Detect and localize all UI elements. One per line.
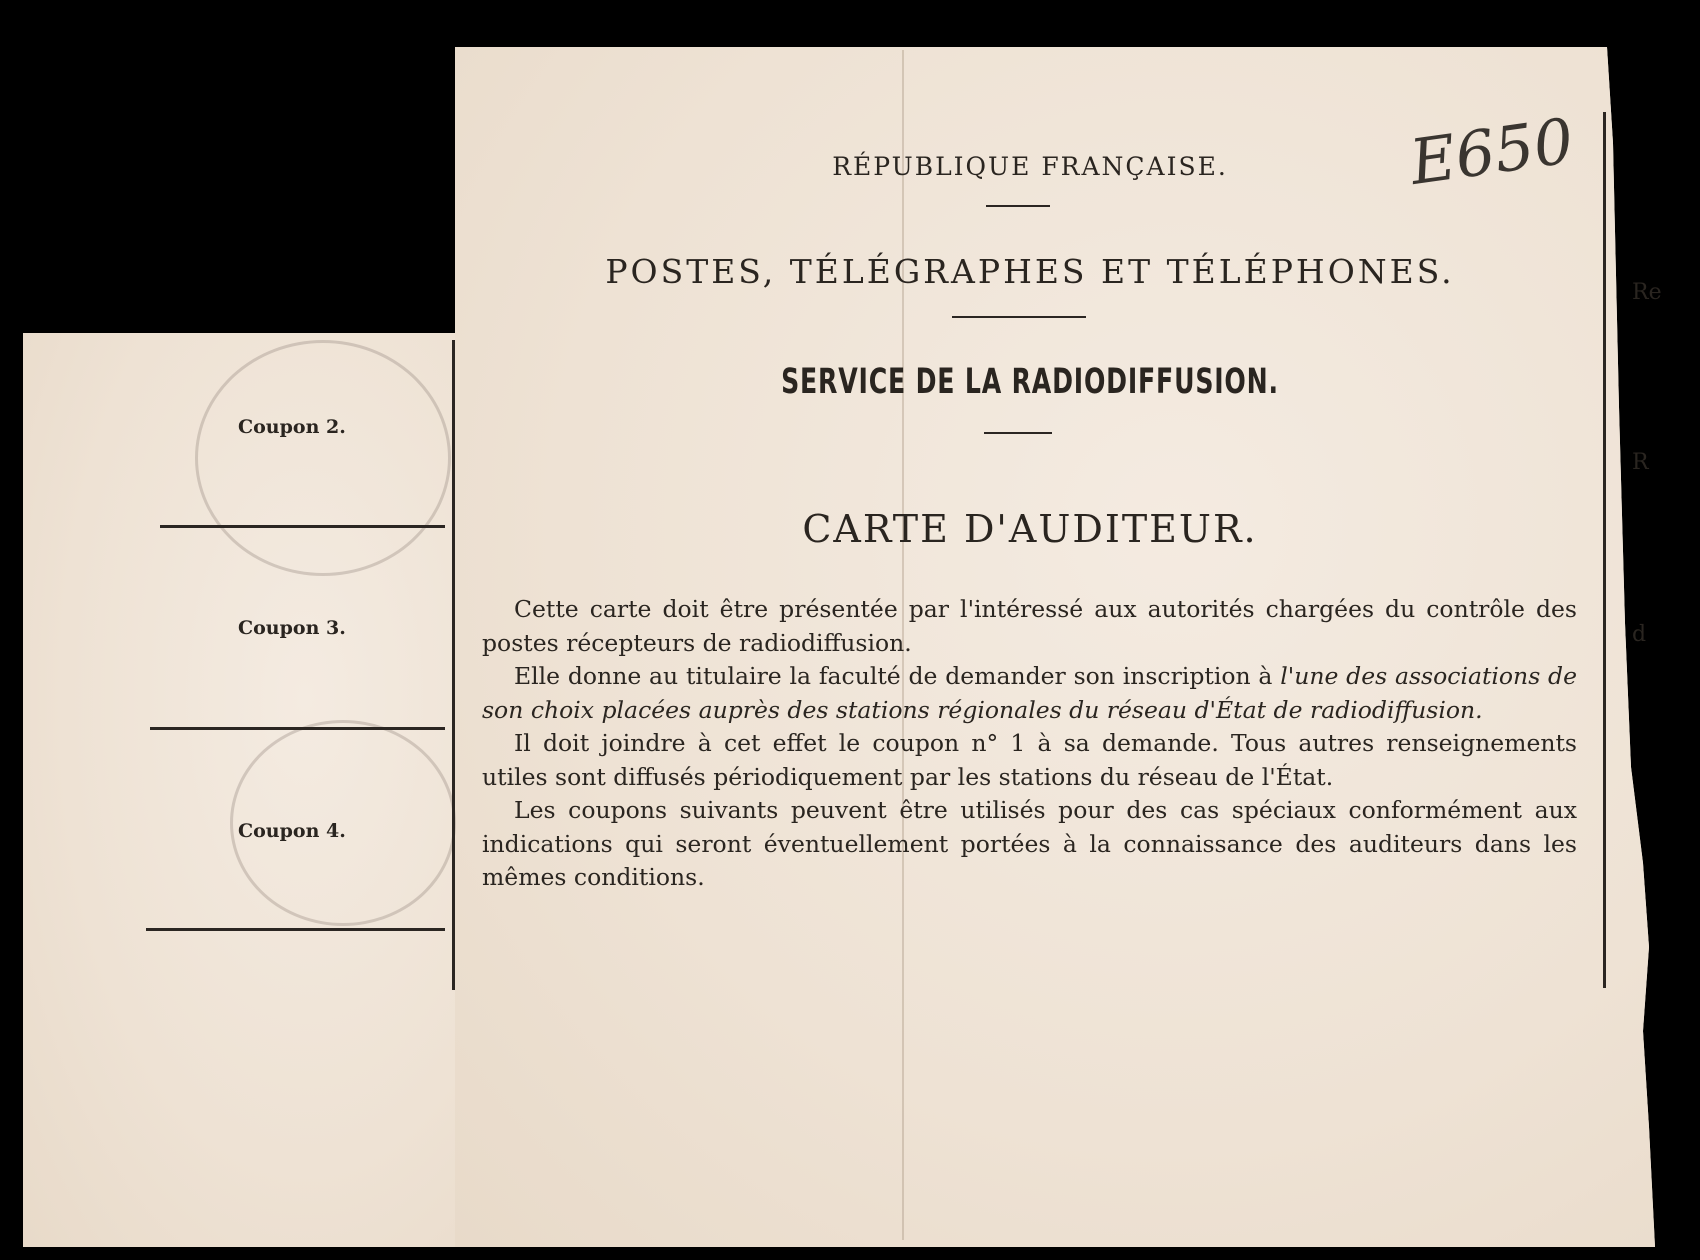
paragraph-2-italic: l'une des associations de son choix placées auprès des stations régionales du réseau d'État de radiodiffusion. [482,662,1577,724]
margin-fragment: Re [1632,280,1662,305]
handwritten-note: E650 [1405,103,1578,200]
coupon-2-label: Coupon 2. [238,416,346,438]
postes-heading: POSTES, TÉLÉGRAPHES ET TÉLÉPHONES. [605,252,1455,291]
service-heading: SERVICE DE LA RADIODIFFUSION. [781,362,1279,402]
frame-left-border [452,340,455,990]
divider-rule [952,316,1086,318]
postmark-stamp [195,340,451,576]
frame-right-border [1603,112,1606,988]
paragraph-1: Cette carte doit être présentée par l'intéressé aux autorités chargées du contrôle des postes récepteurs de radiodiffusion. [482,595,1577,657]
margin-fragment: d [1632,622,1647,647]
republique-heading: RÉPUBLIQUE FRANÇAISE. [832,152,1228,181]
coupon-separator [150,727,445,730]
coupon-4-label: Coupon 4. [238,820,346,842]
coupon-separator [160,525,445,528]
coupon-separator [146,928,445,931]
divider-rule [986,205,1050,207]
margin-fragment: R [1632,450,1649,475]
carte-heading: CARTE D'AUDITEUR. [802,507,1258,551]
paragraph-2 [482,660,1577,727]
paragraph-4: Les coupons suivants peuvent être utilisés pour des cas spéciaux conformément aux indications qui seront éventuellement portées à la connaissance des auditeurs dans les mêmes conditions. [482,796,1577,891]
card-instructions [482,593,1577,895]
paragraph-3: Il doit joindre à cet effet le coupon n° 1 à sa demande. Tous autres renseignements utiles sont diffusés périodiquement par les stations du réseau de l'État. [482,729,1577,791]
divider-rule [984,432,1052,434]
coupon-3-label: Coupon 3. [238,617,346,639]
paragraph-2-text: Elle donne au titulaire la faculté de demander son inscription à [514,662,1281,690]
